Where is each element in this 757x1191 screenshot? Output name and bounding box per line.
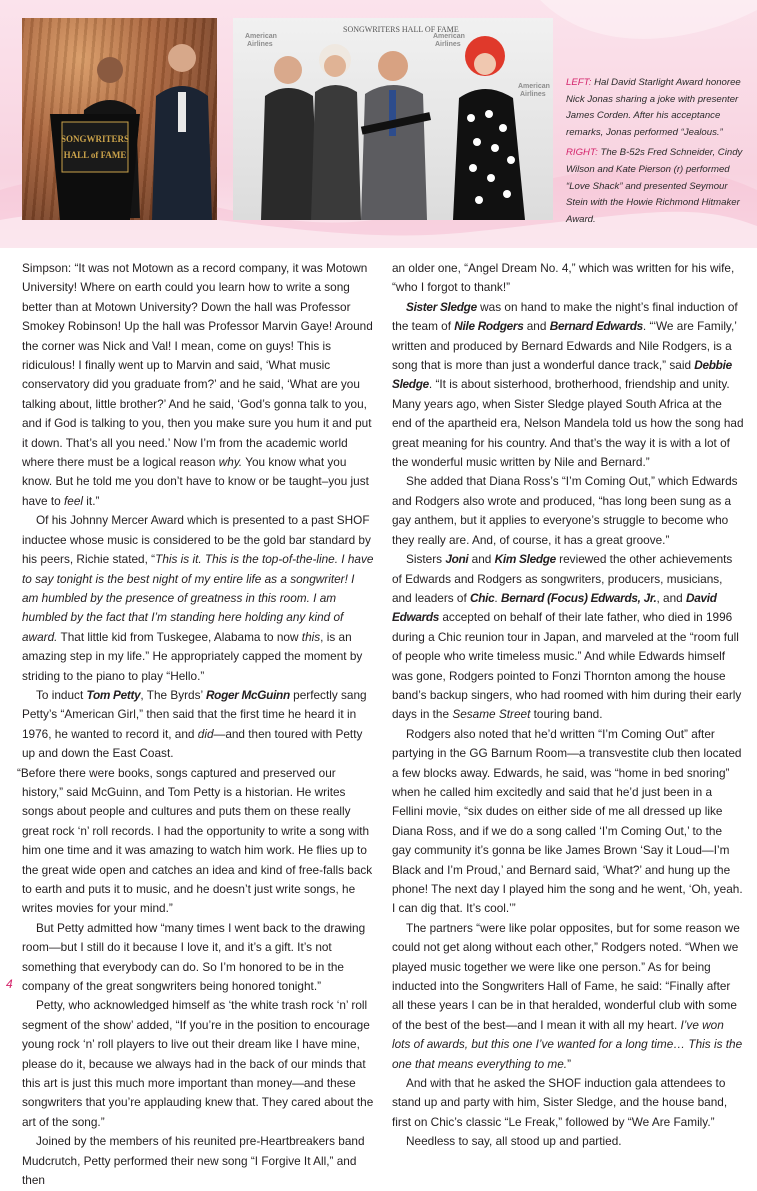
sponsor-logo-word: Airlines — [520, 91, 546, 98]
caption-left-tag: LEFT: — [566, 77, 592, 88]
sponsor-logo-word: American — [433, 33, 465, 40]
article-column-left — [17, 259, 374, 1191]
caption-left-text: Hal David Starlight Award honoree Nick Jonas sharing a joke with presenter James Corden. After his acceptance remarks, Jonas performed “Jealous.” — [566, 77, 741, 138]
paragraph: To induct Tom Petty, The Byrds’ Roger McGuinn perfectly sang Petty’s “American Girl,” then said that the first time he heard it in 1976, he wanted to record it, and did—and then toured with Petty up and down the East Coast. — [22, 687, 367, 761]
paragraph: an older one, “Angel Dream No. 4,” which was written for his wife, “who I forgot to thank!” — [392, 261, 735, 295]
sponsor-logo-word: American — [245, 33, 277, 40]
paragraph: Of his Johnny Mercer Award which is presented to a past SHOF inductee whose music is considered to be the gold bar standard by his peers, Richie stated, “This is it. This is the top-of-the-line. I have to say tonight is the best night of my entire life as a songwriter! I am humbled by the presence of greatness in this room. I am humbled by the fact that I’m standing here holding any kind of award. That little kid from Tuskegee, Alabama to now this, is an amazing step in my life.” He appropriately capped the moment by striding to the piano to play “Hello.” — [22, 513, 374, 683]
podium-banner-line1: SONGWRITERS — [60, 134, 130, 144]
paragraph: Petty, who acknowledged himself as ‘the white trash rock ‘n’ roll segment of the show’ added, “If you’re in the position to encourage young rock ‘n’ roll players to live out their dream like I have mine, please do it, because we always had in the back of our minds that this art is just this much more important than money—and these songwriters that you’re applauding knew that. They cared about the art of the song.” — [22, 998, 374, 1129]
header-band — [0, 0, 757, 248]
caption-right-tag: RIGHT: — [566, 147, 598, 159]
paragraph: Sister Sledge was on hand to make the night’s final induction of the team of Nile Rodgers and Bernard Edwards. “‘We are Family,’ written and produced by Bernard Edwards and Nile Rodgers, is a song that is more than just a wonderful dance track,” said Debbie Sledge. “It is about sisterhood, brotherhood, friendship and unity. Many years ago, when Sister Sledge played South Africa at the end of the apartheid era, Nelson Mandela told us how the song had great meaning for his country. And that’s the way it is with a lot of the wonderful music written by Nile and Bernard.” — [392, 299, 744, 470]
podium-banner-line2: HALL of FAME — [63, 150, 127, 160]
photo-nick-jonas-james-corden — [22, 18, 217, 220]
photo-b52s-seymour-stein — [233, 18, 553, 220]
paragraph: Sisters Joni and Kim Sledge reviewed the other achievements of Edwards and Rodgers as songwriters, producers, musicians, and leaders of Chic. Bernard (Focus) Edwards, Jr., and David Edwards accepted on behalf of their late father, who died in 1996 during a Chic reunion tour in Japan, and marveled at the “room full of people who write timeless music.” And while Edwards himself was gone, Rodgers pointed to Fonzi Thornton among the house band’s backup singers, who had roomed with him during their early days in the Sesame Street touring band. — [392, 552, 742, 722]
paragraph: She added that Diana Ross’s “I’m Coming Out,” which Edwards and Rodgers also wrote and produced, “has long been sung as a gay anthem, but it applies to everyone’s struggle to become who they really are. And, of course, it has a great groove.” — [392, 474, 738, 547]
sponsor-logo-word: American — [518, 83, 550, 90]
photo-right-illustration — [233, 18, 553, 220]
paragraph: Simpson: “It was not Motown as a record company, it was Motown University! Where on earth could you learn how to write a song better than at Motown University? Down the hall was Professor Smokey Robinson! Up the hall was Professor Marvin Gaye! Around the corner was Nick and Val! I mean, come on guys! This is ridiculous! I finally went up to Marvin and said, ‘What music conservatory did you graduate from?’ and he said, ‘What are you talking about, little brother?’ And he said, ‘God’s gonna talk to you, and if God is talking to you, then you make sure you hum it and put it down. That’s all you need.’ Now I’m from the academic world where there must be a logical reason why. You know what you know. But he told me you don’t have to know or be taught–you just have to feel it.” — [22, 261, 373, 508]
sponsor-logo-word: Airlines — [435, 41, 461, 48]
paragraph: Joined by the members of his reunited pre-Heartbreakers band Mudcrutch, Petty performed their new song “I Forgive It All,” and then — [22, 1134, 365, 1188]
article-column-right — [392, 259, 744, 1152]
paragraph: Needless to say, all stood up and partied. — [406, 1134, 622, 1149]
caption-right-text: The B-52s Fred Schneider, Cindy Wilson and Kate Pierson (r) performed “Love Shack” and presented Seymour Stein with the Howie Richmond Hitmaker Award. — [566, 147, 743, 225]
paragraph: The partners “were like polar opposites, but for some reason we could not get along without each other,” Rodgers noted. “When we played music together we were like one person.” As for being inducted into the Songwriters Hall of Fame, he said: “Finally after all these years I can be in that heralded, wonderful club with some of the best of the best—and I mean it with all my heart. I’ve won lots of awards, but this one I’ve wanted for a long time… This is the one that means everything to me.” — [392, 920, 743, 1071]
paragraph: And with that he asked the SHOF induction gala attendees to stand up and party with him, Sister Sledge, and the house band, first on Chic’s classic “Le Freak,” followed by “We Are Family.” — [392, 1076, 728, 1129]
caption-left — [566, 75, 746, 141]
photo-left-illustration — [22, 18, 217, 220]
photo-caption — [566, 75, 746, 232]
backdrop-logo-text: SONGWRITERS HALL OF FAME — [343, 25, 459, 34]
page-number: 4 — [6, 977, 13, 991]
paragraph: But Petty admitted how “many times I went back to the drawing room—but I still do it because I love it, and it’s a gift. It’s not something that everybody can do. So I’m honored to be in the company of the great songwriters being honored tonight.” — [22, 920, 366, 994]
sponsor-logo-word: Airlines — [247, 41, 273, 48]
paragraph: “Before there were books, songs captured and preserved our history,” said McGuinn, and Tom Petty is a historian. He writes songs about people and cultures and puts them on these really great rock ‘n’ roll records. I had the opportunity to write a song with him one time and it was amazing to watch him work. He flies up to the great wide open and catches an idea and kind of free-falls back to earth and puts it to music, and he doesn’t just write songs, he writes movies for your mind.” — [17, 765, 373, 916]
paragraph: Rodgers also noted that he’d written “I’m Coming Out” after partying in the GG Barnum Room—a transvestite club then located a few blocks away. Edwards, he said, was “home in bed snoring” when he called him excitedly and said that he’d just been in a Fellini movie, “six dudes on either side of me all dressed up like Diana Ross, and if we do a song called ‘I’m Coming Out,’ to the gay community it’s gonna be like James Brown ‘Say it Loud—I’m Black and I’m Proud,’ and Bernard said, ‘What?’ and hung up the phone! The next day I played him the song and he went, ‘Oh, yeah. I can dig that. It’s cool.’” — [392, 726, 743, 916]
caption-right — [566, 145, 746, 228]
